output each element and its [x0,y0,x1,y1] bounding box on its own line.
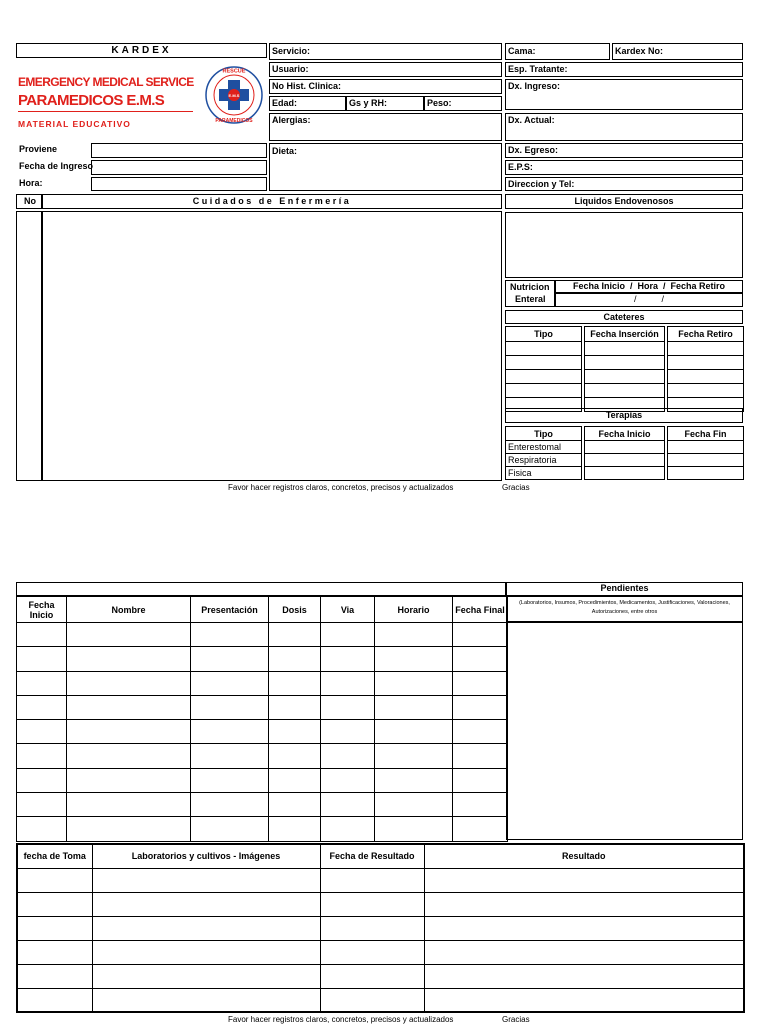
table-cell[interactable] [668,342,744,356]
table-cell[interactable] [269,695,321,719]
table-cell[interactable] [585,370,665,384]
labs-col-fecha-resultado: Fecha de Resultado [320,844,424,868]
table-cell[interactable] [585,384,665,398]
table-cell[interactable] [585,441,665,454]
table-cell[interactable] [453,671,508,695]
enteral-label: Enteral [515,294,546,304]
no-header [16,194,42,209]
kardex-no-field[interactable] [612,43,743,60]
table-cell[interactable] [320,988,424,1012]
edad-field[interactable] [269,96,346,111]
svg-text:PARAMEDICOS: PARAMEDICOS [215,118,253,124]
medications-table [16,596,508,842]
table-cell[interactable] [585,454,665,467]
table-row [17,964,744,988]
table-cell[interactable] [17,988,92,1012]
proviene-field[interactable] [91,143,267,158]
table-cell[interactable] [424,940,744,964]
pendientes-body[interactable] [506,622,743,840]
table-row [17,623,508,647]
terapias-header [505,408,743,423]
table-row [17,817,508,841]
table-row [17,671,508,695]
no-label: No [24,196,36,206]
alergias-field[interactable] [269,113,502,141]
kardex-title-box [16,43,267,58]
dieta-field[interactable] [269,143,502,191]
cuidados-body[interactable] [42,211,502,481]
table-cell[interactable] [17,671,67,695]
liquidos-body[interactable] [505,212,743,278]
esp-tratante-label: Esp. Tratante: [508,64,568,74]
table-cell[interactable] [668,384,744,398]
footer-note: Favor hacer registros claros, concretos, precisos y actualizados [228,483,454,492]
table-cell[interactable] [269,768,321,792]
terapias-col-tipo: Tipo [506,427,582,441]
table-cell[interactable] [453,793,508,817]
cateteres-label: Cateteres [603,312,645,322]
table-cell[interactable] [375,744,453,768]
table-cell[interactable] [453,647,508,671]
terapia-item: Respiratoria [506,454,582,467]
table-cell[interactable] [320,940,424,964]
table-cell[interactable] [320,892,424,916]
table-cell[interactable] [506,370,582,384]
servicio-label: Servicio: [272,46,311,56]
eps-field[interactable] [505,160,743,175]
table-cell[interactable] [92,988,320,1012]
table-cell[interactable] [269,623,321,647]
labs-col-resultado: Resultado [424,844,744,868]
table-cell[interactable] [585,356,665,370]
dx-ingreso-field[interactable] [505,79,743,110]
hora-label: Hora: [19,178,43,188]
nutricion-dates-header [555,280,743,293]
table-cell[interactable] [269,647,321,671]
liquidos-header [505,194,743,209]
table-cell[interactable] [67,671,191,695]
table-cell[interactable] [585,342,665,356]
table-cell[interactable] [668,454,744,467]
meds-col-dosis: Dosis [269,597,321,623]
footer-gracias-2: Gracias [502,1015,530,1024]
table-cell[interactable] [17,817,67,841]
cateteres-col-retiro: Fecha Retiro [668,327,744,342]
footer-note-2: Favor hacer registros claros, concretos, precisos y actualizados [228,1015,454,1024]
table-row [17,647,508,671]
table-cell[interactable] [453,623,508,647]
table-cell[interactable] [375,695,453,719]
table-cell[interactable] [375,623,453,647]
table-cell[interactable] [321,768,375,792]
table-cell[interactable] [17,744,67,768]
table-cell[interactable] [92,940,320,964]
pendientes-label: Pendientes [600,583,649,593]
meds-col-fecha-inicio: Fecha Inicio [17,597,67,623]
labs-rows [17,868,744,1012]
terapias-col-inicio: Fecha Inicio [585,427,665,441]
esp-tratante-field[interactable] [505,62,743,77]
table-cell[interactable] [191,647,269,671]
table-cell[interactable] [67,793,191,817]
labs-table [16,843,745,1013]
logo-line-1: EMERGENCY MEDICAL SERVICE [18,75,194,89]
usuario-field[interactable] [269,62,502,77]
table-cell[interactable] [375,817,453,841]
cama-field[interactable] [505,43,610,60]
cateteres-col-insercion: Fecha Inserción [585,327,665,342]
nutricion-dates-field[interactable] [555,293,743,307]
table-cell[interactable] [321,793,375,817]
dx-egreso-label: Dx. Egreso: [508,145,559,155]
table-cell[interactable] [424,868,744,892]
meds-col-presentacion: Presentación [191,597,269,623]
table-cell[interactable] [67,695,191,719]
table-cell[interactable] [191,623,269,647]
table-cell[interactable] [17,892,92,916]
meds-col-fecha-final: Fecha Final [453,597,508,623]
cama-label: Cama: [508,46,536,56]
table-row [17,744,508,768]
table-cell[interactable] [453,695,508,719]
liquidos-label: Liquidos Endovenosos [574,196,674,206]
table-cell[interactable] [321,647,375,671]
logo-block [18,62,264,142]
dieta-label: Dieta: [272,146,298,156]
table-cell[interactable] [424,892,744,916]
medications-rows [17,623,508,842]
pendientes-note: (Laboratorios, Insumos, Procedimientos, Medicamentos, Justificaciones, Valoraciones, Autorizaciones, entre otros [519,600,730,615]
peso-label: Peso: [427,98,452,108]
dx-ingreso-label: Dx. Ingreso: [508,81,561,91]
cateteres-table [505,326,744,412]
servicio-field[interactable] [269,43,502,60]
svg-text:RESCUE: RESCUE [222,68,246,75]
fecha-ingreso-label: Fecha de Ingreso [19,161,94,171]
gs-rh-label: Gs y RH: [349,98,388,108]
direccion-field[interactable] [505,177,743,191]
table-cell[interactable] [375,647,453,671]
table-cell[interactable] [375,671,453,695]
nutricion-label: Nutricion [510,282,550,292]
table-cell[interactable] [668,467,744,480]
table-cell[interactable] [191,793,269,817]
terapia-item: Fisica [506,467,582,480]
table-cell[interactable] [17,868,92,892]
table-cell[interactable] [17,647,67,671]
table-cell[interactable] [17,768,67,792]
table-cell[interactable] [453,768,508,792]
table-row [17,988,744,1012]
table-cell[interactable] [191,720,269,744]
table-cell[interactable] [92,892,320,916]
proviene-label: Proviene [19,144,58,154]
table-cell[interactable] [191,768,269,792]
labs-col-laboratorios: Laboratorios y cultivos - Imágenes [92,844,320,868]
table-cell[interactable] [321,817,375,841]
table-cell[interactable] [269,817,321,841]
usuario-label: Usuario: [272,64,309,74]
no-hist-field[interactable] [269,79,502,94]
hora-field[interactable] [91,177,267,191]
table-cell[interactable] [585,467,665,480]
table-row [17,892,744,916]
edad-label: Edad: [272,98,298,108]
meds-col-nombre: Nombre [67,597,191,623]
table-cell[interactable] [17,720,67,744]
cuidados-label: Cuidados de Enfermería [192,196,352,206]
cateteres-header [505,310,743,324]
terapia-item: Enterestomal [506,441,582,454]
table-cell[interactable] [375,768,453,792]
labs-col-fecha-toma: fecha de Toma [17,844,92,868]
table-cell[interactable] [67,720,191,744]
peso-field[interactable] [424,96,502,111]
table-cell[interactable] [668,356,744,370]
table-cell[interactable] [17,940,92,964]
direccion-label: Direccion y Tel: [508,179,575,189]
dx-egreso-field[interactable] [505,143,743,158]
table-cell[interactable] [506,384,582,398]
table-cell[interactable] [321,720,375,744]
table-cell[interactable] [269,671,321,695]
table-cell[interactable] [453,744,508,768]
table-cell[interactable] [17,793,67,817]
table-cell[interactable] [424,964,744,988]
table-row [17,940,744,964]
table-cell[interactable] [67,647,191,671]
nutricion-dates-label: Fecha Inicio / Hora / Fecha Retiro [572,281,726,291]
terapias-col-fin: Fecha Fin [668,427,744,441]
logo-line-2: PARAMEDICOS E.M.S [18,92,165,109]
nutricion-label-box [505,280,555,307]
table-cell[interactable] [453,817,508,841]
paramedic-seal-icon [204,64,264,126]
table-cell[interactable] [191,671,269,695]
table-cell[interactable] [321,744,375,768]
table-cell[interactable] [67,817,191,841]
table-row [17,720,508,744]
kardex-title: KARDEX [111,45,172,56]
table-cell[interactable] [269,744,321,768]
table-cell[interactable] [375,720,453,744]
meds-col-horario: Horario [375,597,453,623]
table-cell[interactable] [92,964,320,988]
table-cell[interactable] [320,964,424,988]
table-cell[interactable] [269,720,321,744]
table-row [17,695,508,719]
table-cell[interactable] [191,817,269,841]
footer-gracias: Gracias [502,483,530,492]
pendientes-note-box [506,596,743,622]
nutricion-slashes: / / [633,294,664,304]
svg-text:E.M.S: E.M.S [228,93,240,98]
terapias-table [505,426,744,480]
table-cell[interactable] [67,744,191,768]
table-row [17,793,508,817]
table-cell[interactable] [320,916,424,940]
table-cell[interactable] [191,744,269,768]
table-cell[interactable] [506,356,582,370]
table-cell[interactable] [375,793,453,817]
table-cell[interactable] [320,868,424,892]
alergias-label: Alergias: [272,115,311,125]
table-cell[interactable] [453,720,508,744]
table-cell[interactable] [269,793,321,817]
table-cell[interactable] [17,916,92,940]
table-cell[interactable] [92,916,320,940]
eps-label: E.P.S: [508,162,533,172]
table-cell[interactable] [668,441,744,454]
table-cell[interactable] [321,695,375,719]
table-cell[interactable] [92,868,320,892]
table-cell[interactable] [17,623,67,647]
gs-rh-field[interactable] [346,96,424,111]
cateteres-col-tipo: Tipo [506,327,582,342]
table-cell[interactable] [668,370,744,384]
terapias-label: Terapias [605,410,643,420]
table-cell[interactable] [17,695,67,719]
table-cell[interactable] [67,623,191,647]
meds-col-via: Via [321,597,375,623]
table-cell[interactable] [321,671,375,695]
table-cell[interactable] [321,623,375,647]
logo-underline [18,111,193,112]
dx-actual-field[interactable] [505,113,743,141]
cuidados-no-column[interactable] [16,211,42,481]
table-row [17,768,508,792]
table-cell[interactable] [17,964,92,988]
table-row [17,868,744,892]
table-cell[interactable] [424,916,744,940]
table-cell[interactable] [67,768,191,792]
no-hist-label: No Hist. Clinica: [272,81,342,91]
fecha-ingreso-field[interactable] [91,160,267,175]
table-cell[interactable] [424,988,744,1012]
table-row [17,916,744,940]
cuidados-header [42,194,502,209]
table-cell[interactable] [191,695,269,719]
kardex-no-label: Kardex No: [615,46,664,56]
logo-line-3: MATERIAL EDUCATIVO [18,119,131,129]
table-cell[interactable] [506,342,582,356]
dx-actual-label: Dx. Actual: [508,115,555,125]
meds-top-bar [16,582,506,596]
pendientes-header [506,582,743,596]
